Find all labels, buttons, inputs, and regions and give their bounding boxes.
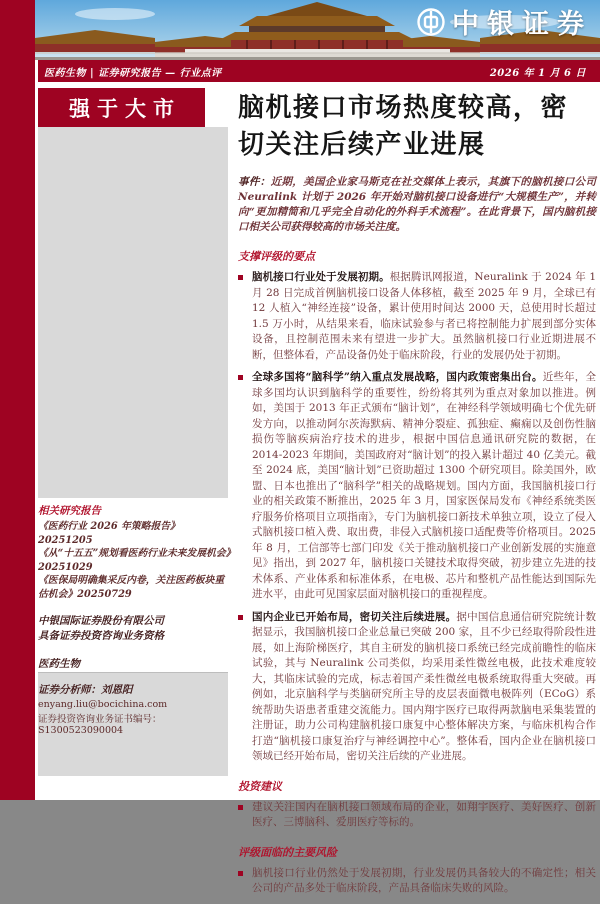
bullet-square-icon — [238, 375, 243, 380]
header-photo — [35, 0, 600, 60]
bullet-body: 建议关注国内在脑机接口领域布局的企业，如翔宇医疗、美好医疗、创新医疗、三博脑科、爱朋医疗等标的。 — [252, 800, 596, 828]
sidebar — [38, 503, 232, 736]
event-text: 近期，美国企业家马斯克在社交媒体上表示，其旗下的脑机接口公司 Neuralink 计划于 2026 年开始对脑机接口设备进行“大规模生产”，并转向“更加精简和几乎完全自动化的外科手术流程”。在此背景下，国内脑机接口相关公司获得较高的市场关注度。 — [238, 176, 596, 233]
analyst-certificate: 证券投资咨询业务证书编号：S1300523090004 — [38, 714, 162, 736]
sidebar-placeholder-top — [38, 127, 228, 498]
bullet-square-icon — [238, 805, 243, 810]
support-bullet-2 — [238, 370, 596, 603]
brand-name: 中银证券 — [452, 9, 592, 40]
support-bullet-3 — [238, 610, 596, 765]
main-content — [238, 90, 596, 904]
section-heading-risks: 评级面临的主要风险 — [238, 845, 337, 859]
report-category: 医药生物 | 证券研究报告 — 行业点评 — [44, 67, 222, 79]
bullet-lead: 脑机接口行业处于发展初期。 — [252, 271, 390, 283]
boc-circle-icon — [416, 7, 446, 37]
bullet-body: 脑机接口行业仍然处于发展初期，行业发展仍具备较大的不确定性；相关公司的产品多处于临床阶段，产品具备临床失败的风险。 — [252, 866, 596, 894]
related-report-item[interactable]: 《医药行业 2026 年策略报告》20251205 — [38, 521, 180, 546]
support-bullet-1 — [238, 270, 596, 363]
bullet-lead: 国内企业已开始布局，密切关注后续进展。 — [252, 610, 457, 623]
advice-bullet — [238, 800, 596, 831]
bullet-square-icon — [238, 615, 243, 620]
bullet-lead: 全球多国将“脑科学”纳入重点发展战略，国内政策密集出台。 — [252, 371, 543, 383]
report-date: 2026 年 1 月 6 日 — [489, 67, 586, 79]
rating-label: 强于大市 — [69, 95, 181, 121]
event-paragraph — [238, 175, 596, 235]
analyst-name: 证券分析师：刘恩阳 — [38, 684, 133, 696]
meta-bar — [38, 60, 600, 82]
related-reports-heading: 相关研究报告 — [38, 505, 101, 517]
bullet-square-icon — [238, 275, 243, 280]
bullet-square-icon — [238, 871, 243, 876]
bullet-body: 根据腾讯网报道，Neuralink 于 2024 年 1 月 28 日完成首例脑机接口设备人体移植，截至 2025 年 9 月，全球已有 12 人植入“神经连接”设备，累计使用时间达 2000 天，总使用时长超过 1.5 万小时，从结果来看，临床试验参与者已将控制能力扩展到部分实体设备，且控制范围未来有望进一步扩大。虽然脑机接口行业近期进展不断，但整体看，产品设备仍处于临床阶段，行业的发展仍处于初期。 — [252, 271, 596, 361]
related-report-item[interactable]: 《医保局明确集采反内卷，关注医药板块重估机会》20250729 — [38, 575, 225, 600]
industry-label: 医药生物 — [38, 658, 80, 670]
bullet-body: 据中国信息通信研究院统计数据显示，我国脑机接口企业总量已突破 200 家，且不少已经取得阶段性进展，如上海阶梯医疗，其自主研发的脑机接口系统已经完成前瞻性的临床试验，其与 Neuralink 公司类似，均采用柔性微丝电极，此技术难度较大，其临床试验的完成，标志着国产柔性微丝电极系统取得重大突破。再例如，北京脑科学与类脑研究所主导的皮层表面微电极阵列（ECoG）系统帮助失语患者重建交流能力。国内翔宇医疗已取得两款脑电采集装置的注册证，助力公司构建脑机接口康复中心整体解决方案，与临床机构合作打造“脑机接口康复治疗与神经调控中心”。整体看，国内企业在脑机接口领域已经开始布局，密切关注后续的产业进展。 — [252, 610, 597, 762]
rating-box — [38, 88, 205, 127]
event-label: 事件： — [238, 176, 271, 188]
company-name: 中银国际证券股份有限公司 — [38, 615, 164, 627]
related-report-item[interactable]: 《从“十五五”规划看医药行业未来发展机会》20251029 — [38, 548, 231, 573]
report-title: 脑机接口市场热度较高，密切关注后续产业进展 — [238, 93, 569, 160]
brand-logo — [416, 2, 592, 41]
risk-bullet — [238, 866, 596, 897]
analyst-email[interactable]: enyang.liu@bocichina.com — [38, 699, 168, 710]
section-heading-support: 支撑评级的要点 — [238, 250, 315, 263]
bullet-body: 近些年，全球多国均认识到脑科学的重要性，纷纷将其列为重点对象加以推进。例如，美国于 2013 年正式颁布“脑计划”，在神经科学领域明确七个优先研发方向，以推动阿尔茨海默病、精神分裂症、孤独症、癫痫以及创伤性脑损伤等脑疾病治疗技术的进步，根据中国信息通讯研究院的数据，在 2014-2023 年期间，美国政府对“脑计划”的投入累计超过 40 亿美元。截至 2024 底，美国“脑计划”已资助超过 1300 个研究项目。除美国外，欧盟、日本也推出了“脑科学”相关的战略规划。国内方面，我国脑机接口行业的相关政策不断推出，2025 年 3 月，国家医保局发布《神经系统类医疗服务价格项目立项指南》，专门为脑机接口新技术单独立项，设立了侵入式脑机接口植入费、取出费，非侵入式脑机接口适配费等价格项目。2025 年 8 月，工信部等七部门印发《关于推动脑机接口产业创新发展的实施意见》指出，到 2027 年，脑机接口关键技术取得突破，初步建立先进的技术体系、产业体系和标准体系，在电极、芯片和整机产品性能达到国际先进水平，由此可见国家层面对脑机接口的重视程度。 — [252, 371, 597, 600]
brand-left-stripe — [0, 0, 35, 800]
company-qualification: 具备证券投资咨询业务资格 — [38, 630, 164, 642]
section-heading-advice: 投资建议 — [238, 779, 282, 793]
